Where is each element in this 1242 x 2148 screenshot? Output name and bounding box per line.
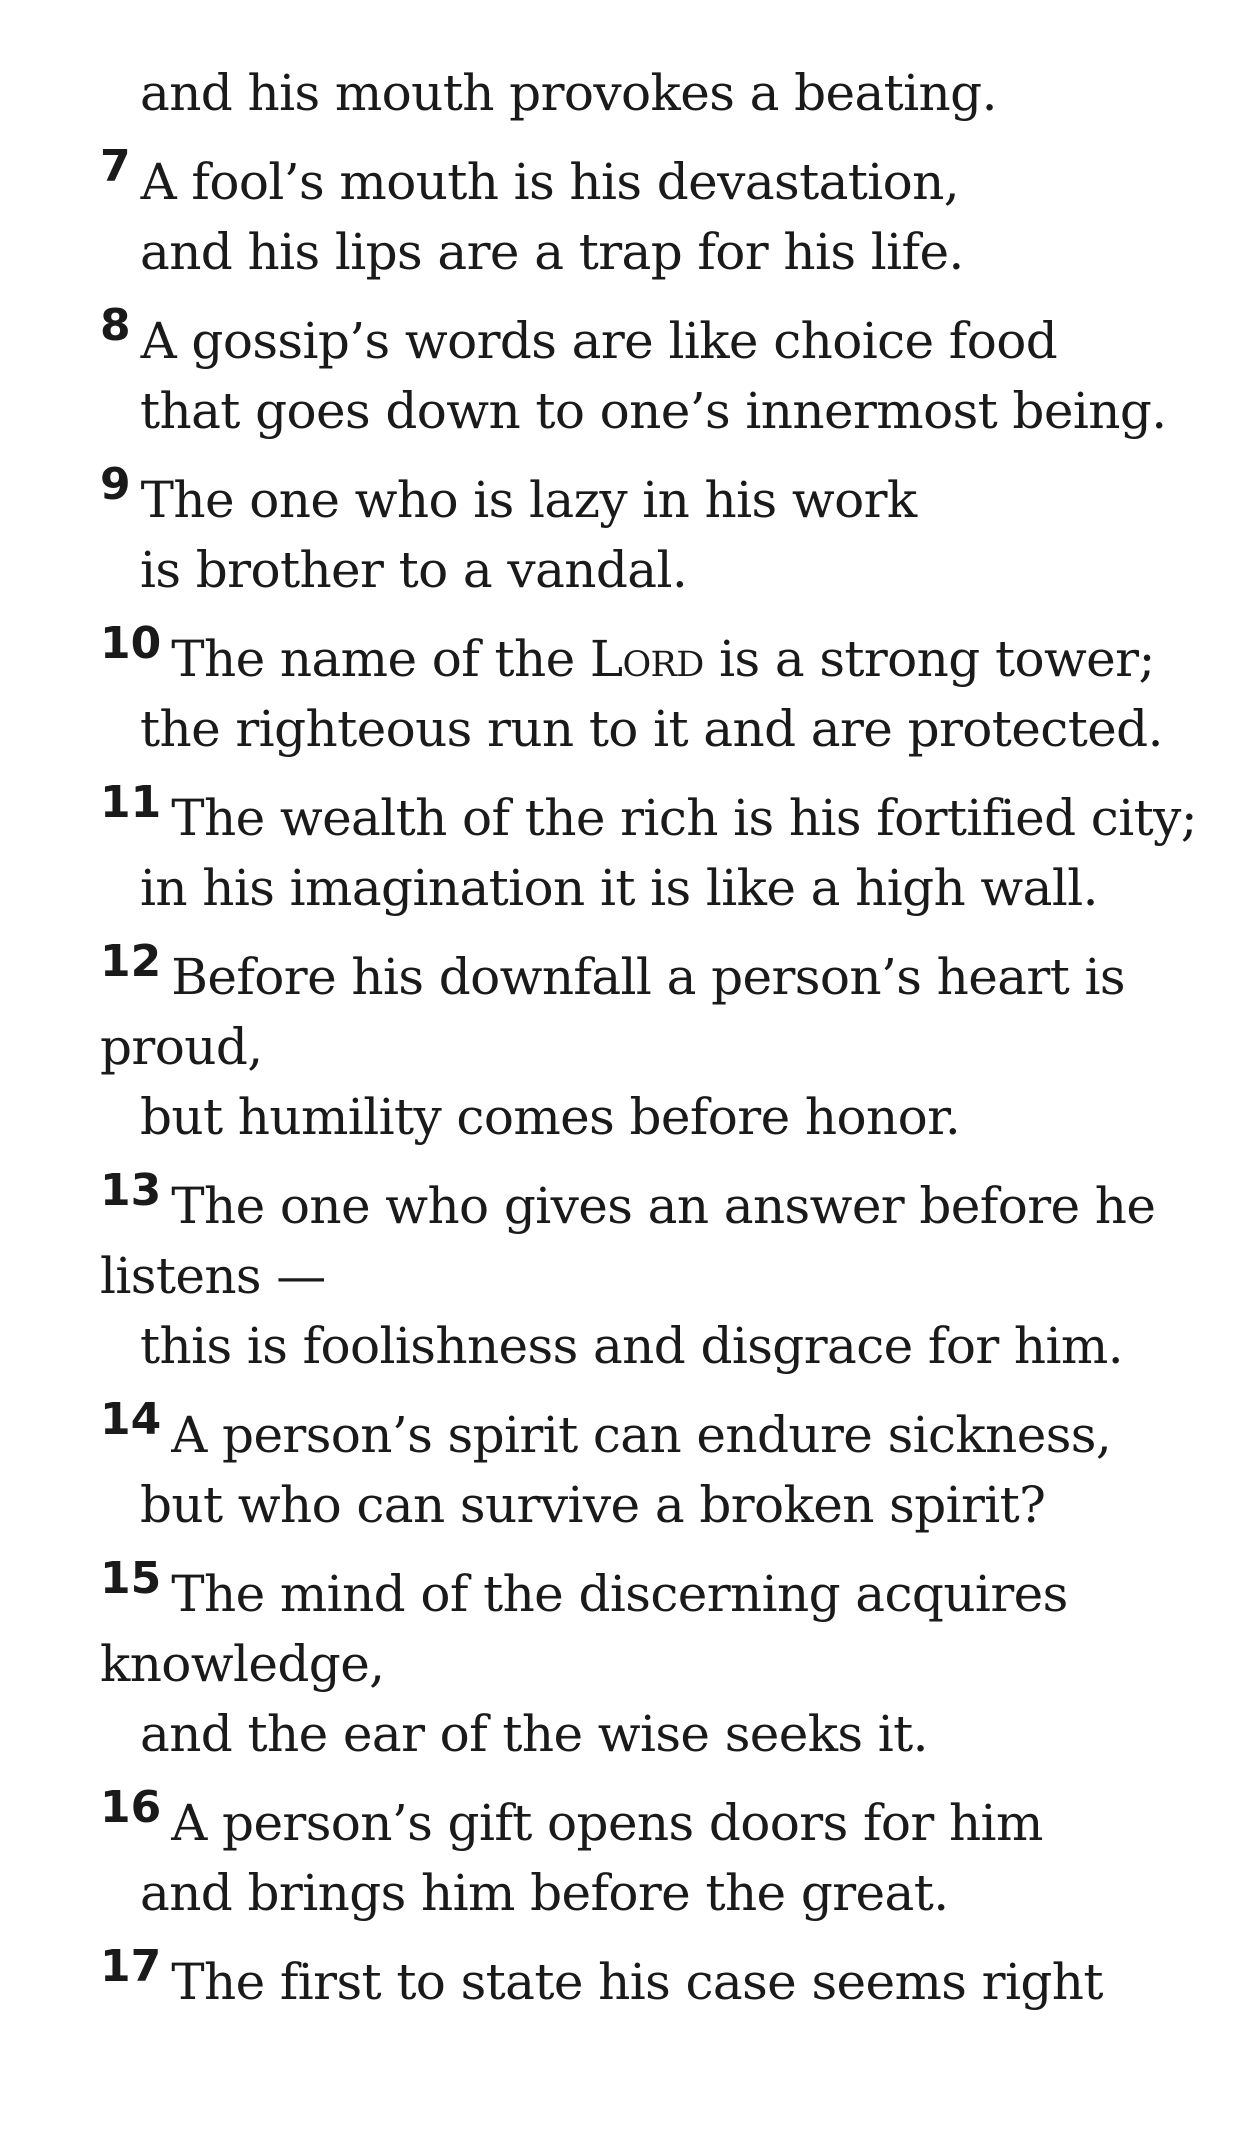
verse-number[interactable]: 11 xyxy=(100,777,162,828)
verse-line-start: The name of the xyxy=(171,630,590,688)
verse-line: this is foolishness and disgrace for him. xyxy=(140,1317,1124,1375)
verse-line: and his lips are a trap for his life. xyxy=(140,223,964,281)
verse-17 xyxy=(100,1941,1210,2017)
verse-number[interactable]: 8 xyxy=(100,300,131,351)
verse-16 xyxy=(100,1782,1210,1928)
verse-13 xyxy=(100,1165,1210,1381)
divine-name: Lord xyxy=(589,630,704,688)
verse-number[interactable]: 17 xyxy=(100,1941,162,1992)
verse-number[interactable]: 10 xyxy=(100,618,162,669)
verse-6-continuation xyxy=(100,58,1210,128)
verse-line: the righteous run to it and are protected. xyxy=(140,700,1163,758)
verse-line: The one who is lazy in his work xyxy=(140,471,917,529)
verse-line: The first to state his case seems right xyxy=(171,1953,1103,2011)
verse-line: A person’s spirit can endure sickness, xyxy=(171,1406,1112,1464)
verse-line: The wealth of the rich is his fortified city; xyxy=(171,789,1197,847)
reading-pane[interactable] xyxy=(100,58,1210,2017)
verse-line: and his mouth provokes a beating. xyxy=(140,64,997,122)
verse-10 xyxy=(100,618,1210,764)
verse-14 xyxy=(100,1394,1210,1540)
verse-number[interactable]: 9 xyxy=(100,459,131,510)
verse-line: and the ear of the wise seeks it. xyxy=(140,1705,928,1763)
verse-12 xyxy=(100,936,1210,1152)
verse-line: The one who gives an answer before he listens — xyxy=(100,1177,1156,1305)
verse-number[interactable]: 14 xyxy=(100,1394,162,1445)
verse-line-end: is a strong tower; xyxy=(703,630,1155,688)
verse-line: in his imagination it is like a high wall. xyxy=(140,859,1098,917)
verse-11 xyxy=(100,777,1210,923)
verse-9 xyxy=(100,459,1210,605)
verse-number[interactable]: 13 xyxy=(100,1165,162,1216)
verse-number[interactable]: 12 xyxy=(100,936,162,987)
verse-line: The mind of the discerning acquires knowledge, xyxy=(100,1565,1068,1693)
verse-line: A person’s gift opens doors for him xyxy=(171,1794,1043,1852)
verse-line: and brings him before the great. xyxy=(140,1864,949,1922)
verse-line: Before his downfall a person’s heart is proud, xyxy=(100,948,1125,1076)
verse-number[interactable]: 16 xyxy=(100,1782,162,1833)
verse-line: but who can survive a broken spirit? xyxy=(140,1476,1046,1534)
verse-line: A gossip’s words are like choice food xyxy=(140,312,1058,370)
verse-line: A fool’s mouth is his devastation, xyxy=(140,153,960,211)
verse-15 xyxy=(100,1553,1210,1769)
verse-7 xyxy=(100,141,1210,287)
verse-8 xyxy=(100,300,1210,446)
verse-number[interactable]: 15 xyxy=(100,1553,162,1604)
verse-line: but humility comes before honor. xyxy=(140,1088,961,1146)
verse-line: that goes down to one’s innermost being. xyxy=(140,382,1167,440)
verse-number[interactable]: 7 xyxy=(100,141,131,192)
verse-line: is brother to a vandal. xyxy=(140,541,688,599)
